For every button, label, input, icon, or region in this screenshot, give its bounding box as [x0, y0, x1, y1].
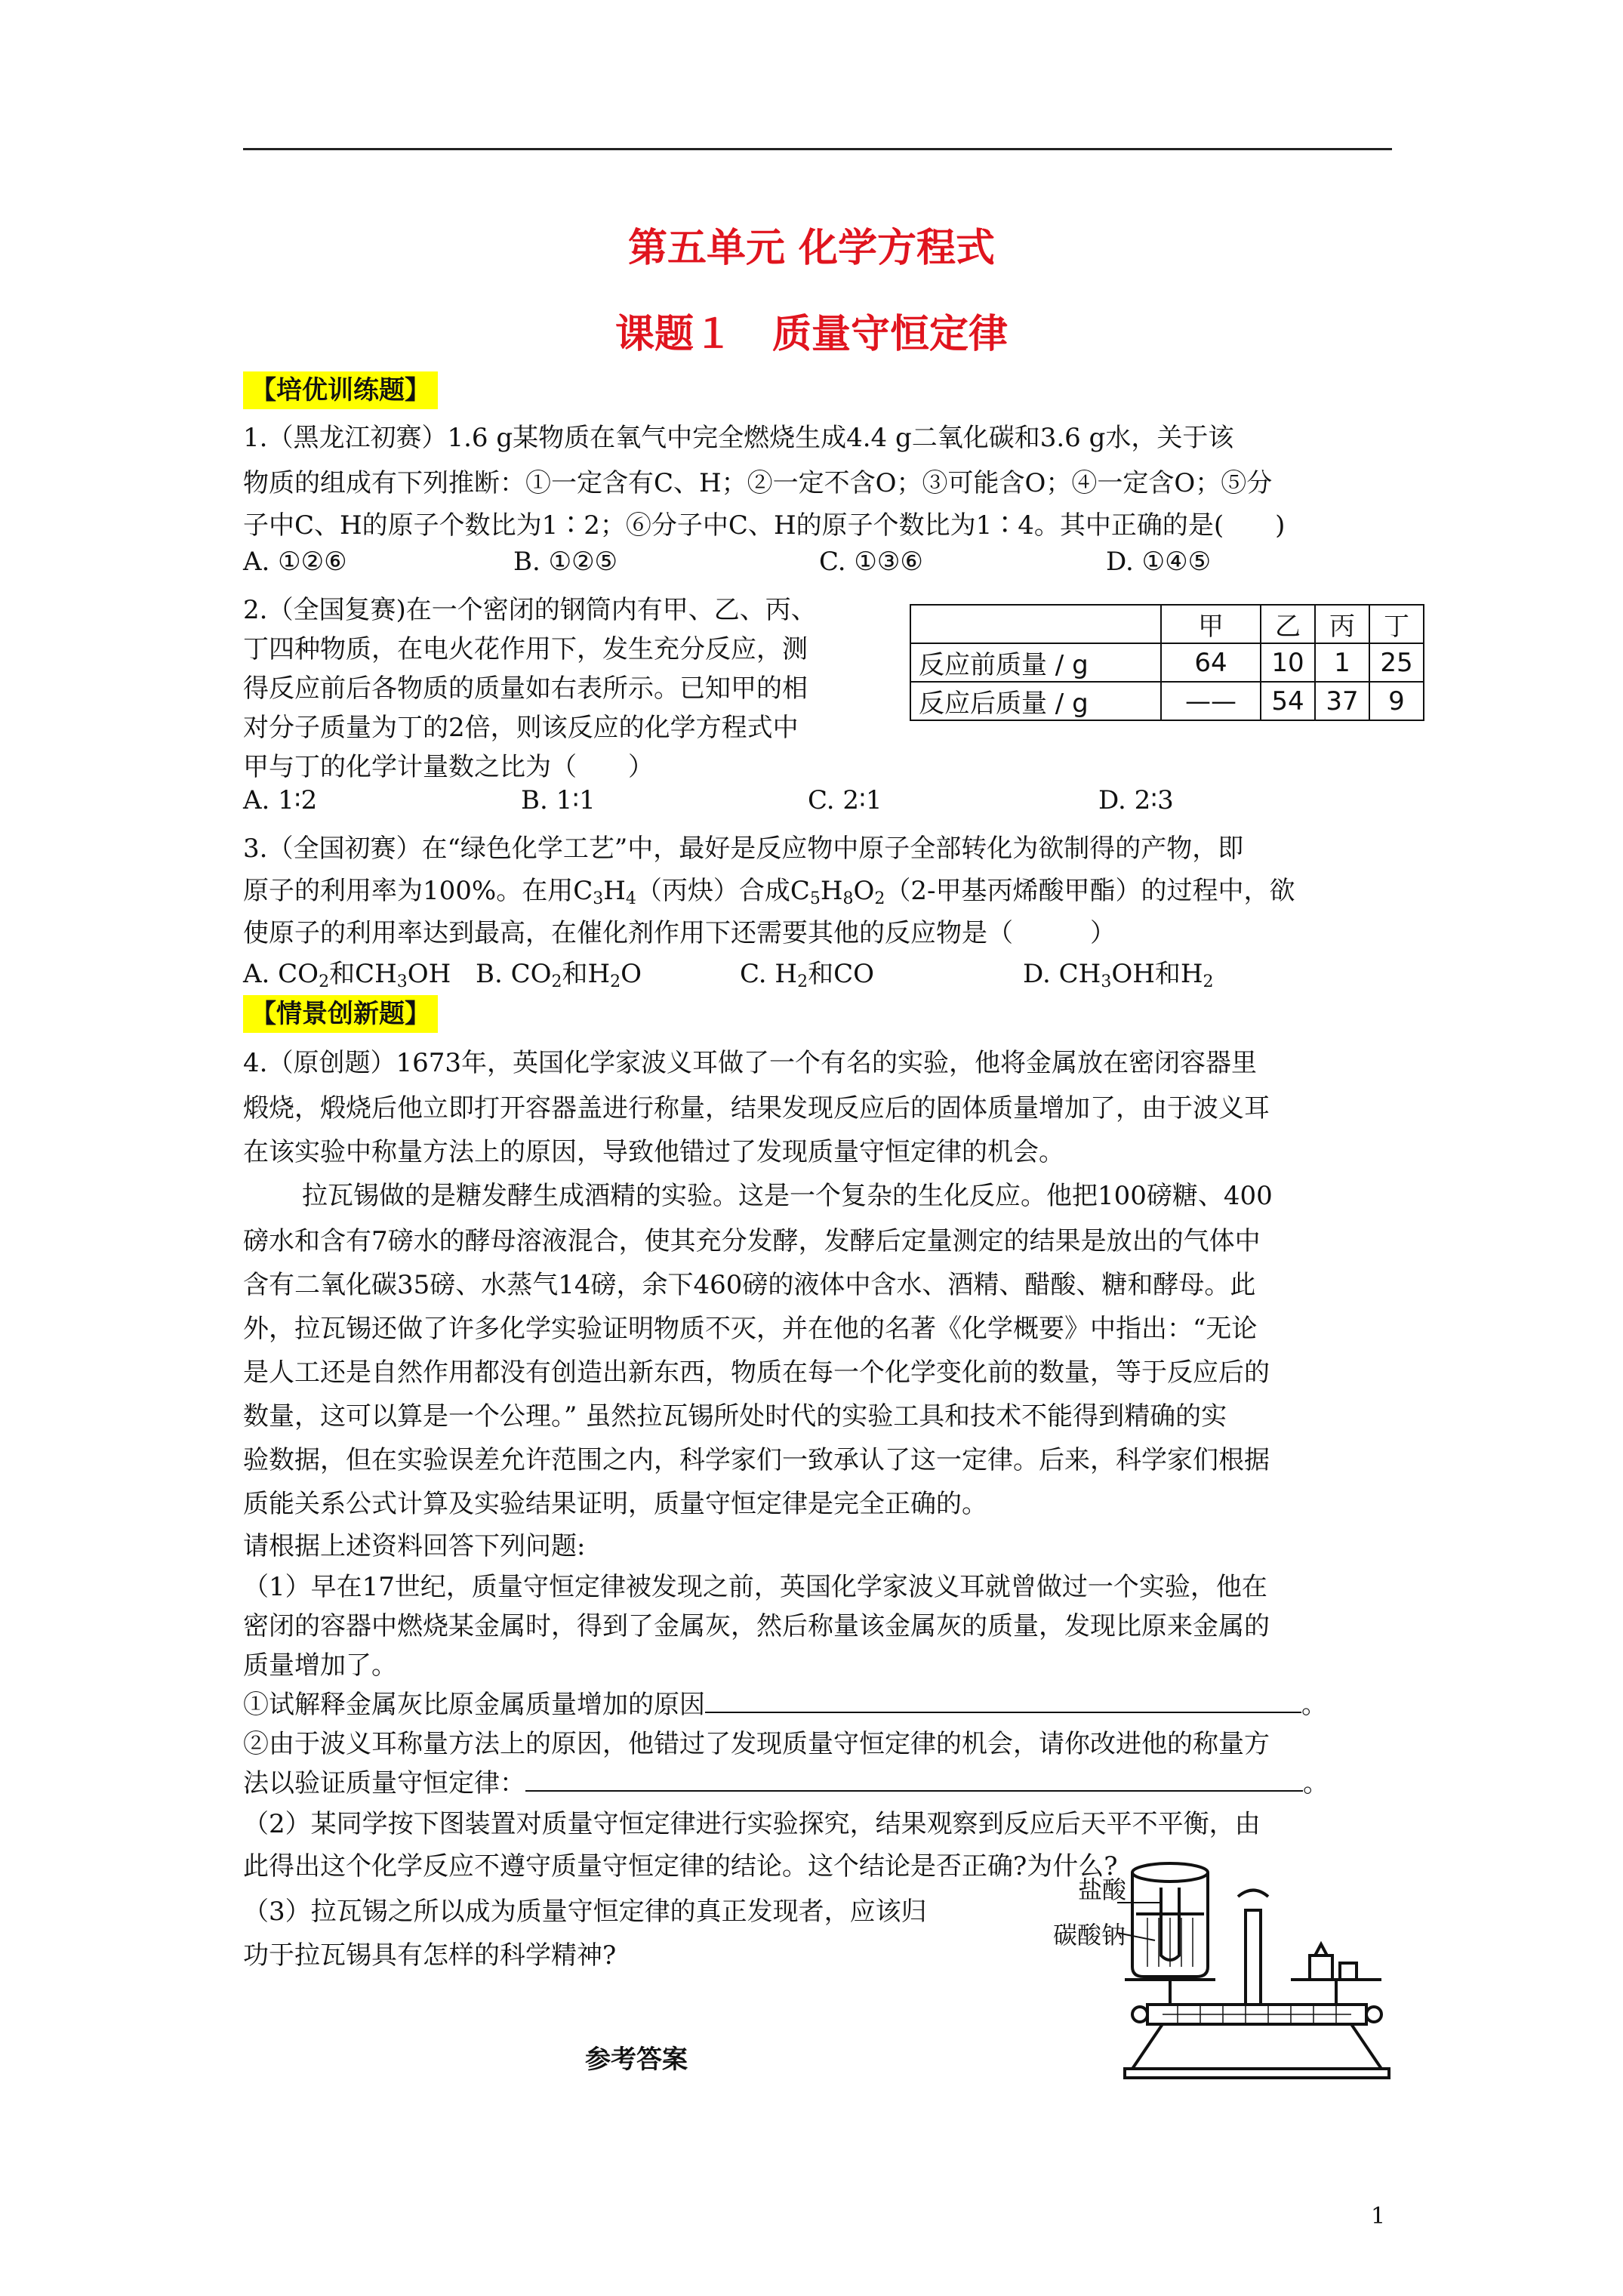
opt-text: B. CO: [476, 959, 552, 989]
opt-text: OH和H: [1111, 959, 1203, 989]
opt-sub: 2: [1203, 972, 1214, 991]
unit-title: 第五单元 化学方程式: [627, 226, 996, 271]
q2-option-b: B. 1∶1: [521, 785, 596, 815]
table-cell: 10: [1261, 643, 1315, 682]
opt-text: C. H: [740, 959, 798, 989]
q3-sub: 8: [842, 889, 854, 908]
q3-text: （丙炔）合成C: [636, 876, 810, 906]
q4-p2-line8: 质能关系公式计算及实验结果证明，质量守恒定律是完全正确的。: [243, 1489, 987, 1519]
opt-sub: 3: [1101, 972, 1112, 991]
q3-line3: 使原子的利用率达到最高，在催化剂作用下还需要其他的反应物是（ ）: [243, 918, 1116, 948]
table-row: [910, 643, 1424, 682]
q2-option-c: C. 2∶1: [808, 785, 882, 815]
section-tag-scenario: 【情景创新题】: [243, 995, 438, 1033]
table-cell: 丁: [1369, 605, 1424, 643]
q4-p2-line5: 是人工还是自然作用都没有创造出新东西，物质在每一个化学变化前的数量，等于反应后的: [243, 1358, 1270, 1388]
opt-sub: 2: [551, 972, 562, 991]
q4-p2-line6: 数量，这可以算是一个公理。” 虽然拉瓦锡所处时代的实验工具和技术不能得到精确的实: [243, 1401, 1227, 1432]
q4-s3-line1: （3）拉瓦锡之所以成为质量守恒定律的真正发现者，应该归: [243, 1897, 927, 1927]
q1-option-d: D. ①④⑤: [1106, 547, 1212, 577]
q3-text: H: [603, 876, 626, 906]
q3-line1: 3.（全国初赛）在“绿色化学工艺”中，最好是反应物中原子全部转化为欲制得的产物，即: [243, 834, 1244, 864]
q3-sub: 5: [809, 889, 821, 908]
q2-line5: 甲与丁的化学计量数之比为（ ）: [243, 752, 654, 782]
table-cell: 反应前质量 / g: [910, 643, 1161, 682]
q4-s3-line2: 功于拉瓦锡具有怎样的科学精神?: [243, 1940, 617, 1971]
q1-option-a: A. ①②⑥: [243, 547, 347, 577]
opt-sub: 2: [797, 972, 808, 991]
table-cell: 37: [1315, 682, 1369, 720]
q3-sub: 2: [874, 889, 885, 908]
q3-text: O: [853, 876, 875, 906]
q4-p1-line2: 煅烧，煅烧后他立即打开容器盖进行称量，结果发现反应后的固体质量增加了，由于波义耳: [243, 1093, 1270, 1123]
mass-table: [910, 604, 1424, 721]
q4-p2-line4: 外，拉瓦锡还做了许多化学实验证明物质不灭，并在他的名著《化学概要》中指出：“无论: [243, 1314, 1258, 1344]
q3-option-d: [1023, 953, 1214, 991]
opt-text: OH: [407, 959, 451, 989]
table-cell: 54: [1261, 682, 1315, 720]
section-tag-training: 【培优训练题】: [243, 371, 438, 409]
table-cell: 乙: [1261, 605, 1315, 643]
q4-s1q1-end: 。: [1301, 1690, 1327, 1720]
q4-p2-line7: 验数据，但在实验误差允许范围之内，科学家们一致承认了这一定律。后来，科学家们根据: [243, 1445, 1270, 1475]
q4-s1-line3: 质量增加了。: [243, 1650, 397, 1681]
table-cell: ——: [1161, 682, 1261, 720]
q4-s1q2-text: 法以验证质量守恒定律：: [243, 1768, 525, 1798]
answer-blank-1[interactable]: [705, 1689, 1301, 1713]
opt-text: 和CH: [329, 959, 397, 989]
q4-p1-line1: 4.（原创题）1673年，英国化学家波义耳做了一个有名的实验，他将金属放在密闭容器里: [243, 1048, 1257, 1078]
q3-sub: 3: [593, 889, 604, 908]
table-cell: [910, 605, 1161, 643]
q3-option-a: [243, 953, 451, 991]
q1-line3: 子中C、H的原子个数比为1∶2；⑥分子中C、H的原子个数比为1∶4。其中正确的是( ): [243, 510, 1286, 541]
opt-text: 和CO: [808, 959, 874, 989]
q2-option-d: D. 2∶3: [1098, 785, 1174, 815]
opt-sub: 2: [610, 972, 621, 991]
q3-text: 原子的利用率为100%。在用C: [243, 876, 593, 906]
q4-s2-line1: （2）某同学按下图装置对质量守恒定律进行实验探究，结果观察到反应后天平不平衡，由: [243, 1809, 1261, 1839]
q3-text: （2-甲基丙烯酸甲酯）的过程中，欲: [885, 876, 1295, 906]
q4-s1-line1: （1）早在17世纪，质量守恒定律被发现之前，英国化学家波义耳就曾做过一个实验，他在: [243, 1572, 1267, 1602]
page-number: 1: [1371, 2203, 1386, 2230]
q4-s2-line2: 此得出这个化学反应不遵守质量守恒定律的结论。这个结论是否正确?为什么?: [243, 1851, 1118, 1881]
table-cell: 1: [1315, 643, 1369, 682]
q1-option-c: C. ①③⑥: [819, 547, 923, 577]
q3-text: H: [820, 876, 843, 906]
q4-s1-line2: 密闭的容器中燃烧某金属时，得到了金属灰，然后称量该金属灰的质量，发现比原来金属的: [243, 1611, 1270, 1641]
table-cell: 甲: [1161, 605, 1261, 643]
table-cell: 丙: [1315, 605, 1369, 643]
q4-s1q1-text: ①试解释金属灰比原金属质量增加的原因: [243, 1690, 705, 1720]
table-row: [910, 682, 1424, 720]
label-hydrochloric-acid: 盐酸: [1078, 1875, 1127, 1904]
q1-line1: 1.（黑龙江初赛）1.6 g某物质在氧气中完全燃烧生成4.4 g二氧化碳和3.6 g水，关于该: [243, 423, 1234, 453]
q4-p1-line3: 在该实验中称量方法上的原因，导致他错过了发现质量守恒定律的机会。: [243, 1137, 1064, 1167]
table-cell: 25: [1369, 643, 1424, 682]
q3-option-b: [476, 953, 642, 991]
opt-sub: 3: [396, 972, 408, 991]
label-sodium-carbonate: 碳酸钠: [1053, 1921, 1126, 1949]
opt-text: D. CH: [1023, 959, 1101, 989]
q2-line1: 2.（全国复赛)在一个密闭的钢筒内有甲、乙、丙、: [243, 595, 817, 625]
opt-sub: 2: [319, 972, 330, 991]
q3-line2: [243, 870, 1295, 908]
q4-s1-question2-line1: ②由于波义耳称量方法上的原因，他错过了发现质量守恒定律的机会，请你改进他的称量方: [243, 1729, 1270, 1759]
q2-line2: 丁四种物质，在电火花作用下，发生充分反应，测: [243, 634, 808, 664]
q4-p2-line1: 拉瓦锡做的是糖发酵生成酒精的实验。这是一个复杂的生化反应。他把100磅糖、400: [302, 1181, 1273, 1211]
q1-option-b: B. ①②⑤: [513, 547, 618, 577]
q4-s1q2-end: 。: [1303, 1768, 1329, 1798]
opt-text: A. CO: [243, 959, 319, 989]
q4-p2-line2: 磅水和含有7磅水的酵母溶液混合，使其充分发酵，发酵后定量测定的结果是放出的气体中: [243, 1226, 1261, 1256]
table-row: [910, 605, 1424, 643]
q3-option-c: [740, 953, 874, 991]
table-cell: 反应后质量 / g: [910, 682, 1161, 720]
lesson-title: 课题１ 质量守恒定律: [614, 312, 1008, 357]
q4-s1-question1: [243, 1684, 1327, 1721]
balance-apparatus-figure: [1117, 1842, 1404, 2084]
q4-p2-line3: 含有二氧化碳35磅、水蒸气14磅，余下460磅的液体中含水、酒精、醋酸、糖和酵母。此: [243, 1270, 1256, 1300]
table-cell: 9: [1369, 682, 1424, 720]
answer-blank-2[interactable]: [525, 1767, 1303, 1792]
q3-sub: 4: [625, 889, 636, 908]
opt-text: 和H: [562, 959, 611, 989]
opt-text: O: [621, 959, 642, 989]
q1-line2: 物质的组成有下列推断：①一定含有C、H；②一定不含O；③可能含O；④一定含O；⑤分: [243, 468, 1273, 498]
q4-prompt: 请根据上述资料回答下列问题:: [243, 1531, 586, 1561]
answer-section-title: 参考答案: [585, 2045, 688, 2075]
q2-line3: 得反应前后各物质的质量如右表所示。已知甲的相: [243, 673, 808, 704]
q2-line4: 对分子质量为丁的2倍，则该反应的化学方程式中: [243, 713, 799, 743]
table-cell: 64: [1161, 643, 1261, 682]
q4-s1-question2-line2: [243, 1762, 1329, 1799]
q2-option-a: A. 1∶2: [243, 785, 318, 815]
header-rule: [243, 148, 1392, 150]
